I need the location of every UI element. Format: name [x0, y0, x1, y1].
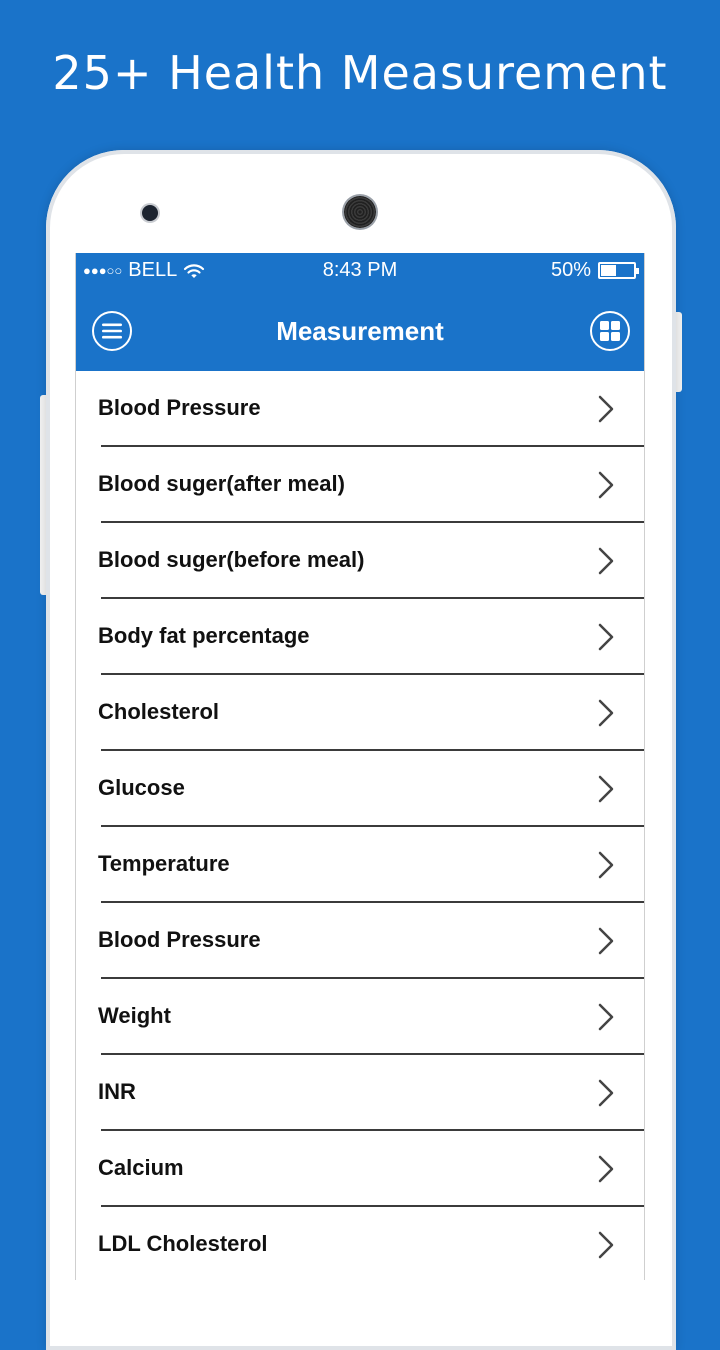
front-camera	[142, 205, 158, 221]
status-bar	[76, 253, 644, 287]
list-item-label: LDL Cholesterol	[98, 1231, 268, 1256]
list-item[interactable]	[98, 675, 644, 751]
chevron-right-icon	[598, 471, 614, 499]
chevron-right-icon	[598, 547, 614, 575]
list-item[interactable]	[98, 979, 644, 1055]
list-item[interactable]	[98, 1207, 644, 1280]
measurement-list	[76, 371, 644, 1280]
signal-strength-icon: ●●●○○	[83, 263, 123, 278]
app-bar	[76, 287, 644, 371]
promo-title: 25+ Health Measurement	[52, 46, 668, 100]
chevron-right-icon	[598, 1231, 614, 1259]
chevron-right-icon	[598, 395, 614, 423]
list-item-label: Blood Pressure	[98, 927, 261, 952]
list-item[interactable]	[98, 751, 644, 827]
chevron-right-icon	[598, 623, 614, 651]
list-item[interactable]	[98, 1055, 644, 1131]
chevron-right-icon	[598, 851, 614, 879]
battery-percentage: 50%	[550, 259, 591, 281]
list-item[interactable]	[98, 827, 644, 903]
earpiece-speaker	[344, 196, 376, 228]
list-item[interactable]	[98, 523, 644, 599]
list-item-label: Body fat percentage	[98, 623, 310, 648]
list-item-label: Cholesterol	[98, 699, 220, 724]
list-item-label: INR	[98, 1079, 136, 1104]
list-item-label: Blood Pressure	[98, 395, 261, 420]
chevron-right-icon	[598, 927, 614, 955]
chevron-right-icon	[598, 1079, 614, 1107]
list-item-label: Calcium	[98, 1155, 184, 1180]
list-item-label: Blood suger(after meal)	[98, 471, 345, 496]
list-item-label: Temperature	[98, 851, 230, 876]
list-item[interactable]	[98, 447, 644, 523]
list-item[interactable]	[98, 1131, 644, 1207]
battery-level	[601, 265, 616, 276]
grid-icon	[599, 320, 621, 342]
grid-view-button[interactable]	[590, 311, 630, 351]
phone-screen	[75, 253, 645, 1280]
list-item[interactable]	[98, 599, 644, 675]
chevron-right-icon	[598, 1003, 614, 1031]
carrier-name: BELL	[128, 259, 178, 281]
list-item-label: Weight	[98, 1003, 171, 1028]
chevron-right-icon	[598, 1155, 614, 1183]
status-right	[551, 259, 636, 282]
page-title: Measurement	[276, 316, 444, 346]
chevron-right-icon	[598, 699, 614, 727]
list-item-label: Blood suger(before meal)	[98, 547, 365, 572]
list-item[interactable]	[98, 371, 644, 447]
list-item-label: Glucose	[98, 775, 185, 800]
chevron-right-icon	[598, 775, 614, 803]
battery-icon	[598, 262, 636, 279]
status-time: 8:43 PM	[322, 259, 398, 281]
list-item[interactable]	[98, 903, 644, 979]
